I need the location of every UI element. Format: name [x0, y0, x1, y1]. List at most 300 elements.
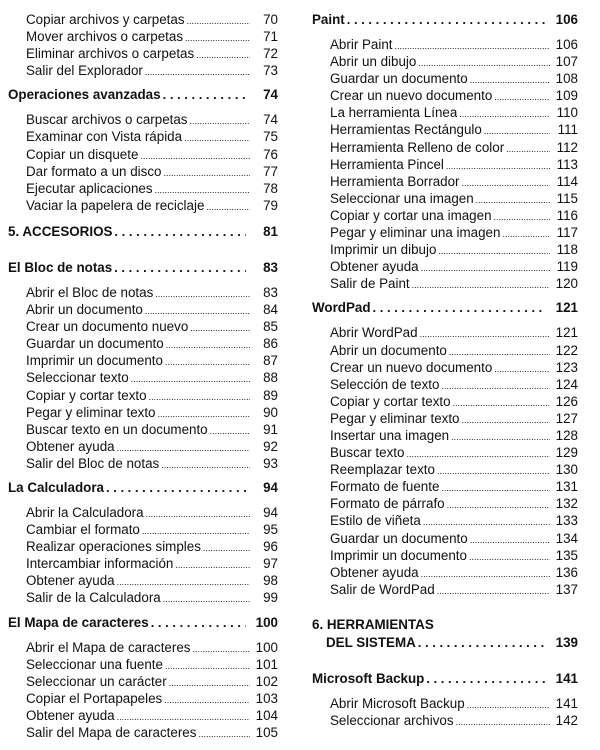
- entry-title: Buscar texto: [330, 445, 405, 461]
- toc-entry[interactable]: [312, 461, 584, 478]
- page-number: 119: [556, 259, 578, 275]
- page-number: 103: [255, 690, 278, 706]
- entry-title: Seleccionar una fuente: [26, 656, 163, 672]
- toc-entry[interactable]: [8, 455, 284, 472]
- page-number: 102: [255, 673, 278, 689]
- toc-entry[interactable]: [8, 28, 284, 45]
- entry-title: Copiar y cortar una imagen: [330, 207, 492, 223]
- entry-title: Herramientas Rectángulo: [330, 122, 482, 138]
- entry-title: Seleccionar archivos: [330, 713, 454, 728]
- toc-entry[interactable]: [312, 36, 584, 53]
- dot-leader: [412, 277, 550, 292]
- page-number: 74: [263, 87, 278, 103]
- page-number: 132: [555, 496, 578, 512]
- section-title: El Bloc de notas: [8, 259, 113, 275]
- page-number: 74: [263, 112, 278, 128]
- entry-title: Crear un nuevo documento: [330, 88, 493, 104]
- toc-entry[interactable]: [312, 53, 584, 70]
- toc-entry[interactable]: [8, 656, 284, 673]
- dot-leader: [494, 89, 550, 104]
- toc-entry[interactable]: [8, 673, 284, 690]
- page-number: 79: [263, 197, 278, 213]
- page-number: 113: [556, 156, 578, 172]
- dot-leader: [494, 209, 550, 224]
- toc-entry[interactable]: [8, 62, 284, 79]
- entry-title: Abrir el Bloc de notas: [26, 284, 154, 300]
- entry-title: Copiar y cortar texto: [330, 393, 451, 409]
- dot-leader: [192, 641, 250, 656]
- dot-leader: [161, 457, 250, 472]
- entry-title: Copiar archivos y carpetas: [26, 12, 185, 27]
- entry-title: Salir de Paint: [330, 276, 410, 292]
- page-number: 97: [263, 556, 278, 572]
- lead-items: [8, 11, 284, 79]
- dot-leader: [418, 55, 550, 70]
- entry-title: Obtener ayuda: [330, 564, 419, 580]
- dot-leader: [106, 479, 246, 497]
- toc-entry[interactable]: [312, 104, 584, 121]
- dot-leader: [437, 583, 550, 598]
- toc-entry[interactable]: [8, 387, 284, 404]
- dot-leader: [426, 670, 546, 688]
- toc-entry[interactable]: [8, 589, 284, 606]
- section-heading-operaciones-avanzadas[interactable]: [8, 86, 284, 104]
- dot-leader: [185, 30, 250, 45]
- section-title: Operaciones avanzadas: [8, 87, 161, 103]
- section-items: [8, 284, 284, 472]
- entry-title: Intercambiar información: [26, 556, 174, 572]
- toc-entry[interactable]: [312, 530, 584, 547]
- page-number: 100: [255, 614, 278, 630]
- page-number: 139: [555, 634, 578, 650]
- toc-left-column: [8, 11, 284, 741]
- entry-title: Guardar un documento: [26, 336, 164, 352]
- entry-title: Mover archivos o carpetas: [26, 29, 184, 45]
- dot-leader: [117, 574, 250, 589]
- page-number: 71: [263, 29, 278, 45]
- toc-entry[interactable]: [8, 369, 284, 386]
- page-number: 72: [263, 46, 278, 62]
- toc-entry[interactable]: [312, 581, 584, 598]
- entry-title: Guardar un documento: [330, 71, 468, 87]
- dot-leader: [165, 658, 250, 673]
- dot-leader: [421, 566, 550, 581]
- toc-entry[interactable]: [8, 421, 284, 438]
- entry-title: Seleccionar una imagen: [330, 190, 474, 206]
- entry-title: Copiar un disquete: [26, 146, 139, 162]
- toc-entry[interactable]: [312, 342, 584, 359]
- entry-title: Abrir el Mapa de caracteres: [26, 639, 191, 655]
- toc-entry[interactable]: [8, 128, 284, 145]
- toc-entry[interactable]: [8, 180, 284, 197]
- page-number: 98: [263, 573, 278, 589]
- dot-leader: [453, 395, 550, 410]
- entry-title: Obtener ayuda: [26, 573, 115, 589]
- toc-entry[interactable]: [312, 564, 584, 581]
- dot-leader: [441, 378, 550, 393]
- entry-title: Seleccionar un carácter: [26, 673, 167, 689]
- toc-entry[interactable]: [8, 504, 284, 521]
- dot-leader: [469, 549, 550, 564]
- dot-leader: [145, 303, 250, 318]
- entry-title: Ejecutar aplicaciones: [26, 180, 153, 196]
- page-number: 92: [263, 438, 278, 454]
- entry-title: Imprimir un documento: [26, 353, 163, 369]
- toc-entry[interactable]: [312, 241, 584, 258]
- page-number: 86: [263, 336, 278, 352]
- toc-entry[interactable]: [8, 438, 284, 455]
- page-number: 70: [263, 12, 278, 27]
- page-number: 78: [263, 180, 278, 196]
- page-number: 76: [263, 146, 278, 162]
- entry-title: La herramienta Línea: [330, 105, 458, 121]
- section-items: [312, 695, 584, 729]
- entry-title: Buscar archivos o carpetas: [26, 112, 188, 128]
- page-number: 141: [555, 695, 578, 711]
- dot-leader: [506, 141, 550, 156]
- page-number: 116: [556, 207, 578, 223]
- entry-title: Abrir un documento: [330, 342, 447, 358]
- dot-leader: [462, 412, 551, 427]
- page-number: 104: [255, 707, 278, 723]
- dot-leader: [494, 361, 550, 376]
- section-heading-wordpad[interactable]: [312, 299, 584, 317]
- page-number: 106: [555, 37, 578, 52]
- toc-entry[interactable]: [312, 207, 584, 224]
- page-number: 127: [555, 410, 578, 426]
- toc-entry[interactable]: [8, 724, 284, 741]
- toc-entry[interactable]: [8, 690, 284, 707]
- toc-right-column: [312, 11, 584, 729]
- page-number: 87: [263, 353, 278, 369]
- toc-entry[interactable]: [312, 547, 584, 564]
- page-number: 131: [555, 479, 578, 495]
- dot-leader: [347, 11, 546, 29]
- chapter-heading-accesorios[interactable]: [8, 223, 284, 241]
- section-heading-calculadora[interactable]: [8, 479, 284, 497]
- entry-title: Herramienta Pincel: [330, 156, 444, 172]
- page-number: 84: [263, 302, 278, 318]
- page-number: 134: [555, 530, 578, 546]
- toc-entry[interactable]: [312, 695, 584, 712]
- toc-entry[interactable]: [312, 275, 584, 292]
- dot-leader: [151, 614, 246, 632]
- chapter-title-row: [312, 634, 584, 652]
- page-number: 77: [263, 163, 278, 179]
- page-number: 121: [555, 300, 578, 316]
- entry-title: Eliminar archivos o carpetas: [26, 46, 195, 62]
- toc-entry[interactable]: [312, 512, 584, 529]
- entry-title: Pegar y eliminar una imagen: [330, 225, 501, 241]
- dot-leader: [438, 243, 550, 258]
- dot-leader: [210, 423, 250, 438]
- page-number: 142: [555, 713, 578, 728]
- section-title: WordPad: [312, 300, 371, 316]
- entry-title: Abrir Microsoft Backup: [330, 695, 465, 711]
- toc-entry[interactable]: [8, 707, 284, 724]
- page-number: 83: [263, 284, 278, 300]
- entry-title: Pegar y eliminar texto: [26, 404, 156, 420]
- toc-entry[interactable]: [8, 352, 284, 369]
- dot-leader: [155, 182, 250, 197]
- toc-entry[interactable]: [312, 173, 584, 190]
- page-number: 120: [555, 276, 578, 292]
- page-number: 117: [556, 225, 578, 241]
- toc-entry[interactable]: [312, 376, 584, 393]
- entry-title: Salir del Mapa de caracteres: [26, 725, 197, 740]
- dot-leader: [459, 106, 550, 121]
- page-number: 81: [263, 223, 278, 239]
- section-title: El Mapa de caracteres: [8, 614, 149, 630]
- toc-entry[interactable]: [8, 555, 284, 572]
- dot-leader: [184, 130, 250, 145]
- dot-leader: [165, 354, 250, 369]
- dot-leader: [198, 726, 250, 741]
- dot-leader: [462, 175, 551, 190]
- dot-leader: [117, 709, 250, 724]
- entry-title: Dar formato a un disco: [26, 163, 162, 179]
- dot-leader: [446, 158, 550, 173]
- entry-title: Copiar y cortar texto: [26, 387, 147, 403]
- entry-title: Vaciar la papelera de reciclaje: [26, 197, 205, 213]
- dot-leader: [437, 463, 550, 478]
- dot-leader: [196, 47, 250, 62]
- dot-leader: [203, 540, 250, 555]
- page-number: 114: [556, 173, 578, 189]
- dot-leader: [190, 320, 250, 335]
- entry-title: Obtener ayuda: [330, 259, 419, 275]
- section-heading-mapa-de-caracteres[interactable]: [8, 614, 284, 632]
- dot-leader: [406, 446, 550, 461]
- page-number: 122: [555, 342, 578, 358]
- entry-title: Imprimir un documento: [330, 547, 467, 563]
- entry-title: Seleccionar texto: [26, 370, 129, 386]
- page-number: 109: [555, 88, 578, 104]
- dot-leader: [456, 714, 550, 729]
- toc-entry[interactable]: [8, 639, 284, 656]
- section-items: [312, 324, 584, 598]
- dot-leader: [145, 64, 250, 79]
- page-number: 95: [263, 522, 278, 538]
- section-heading-paint[interactable]: [312, 11, 584, 29]
- entry-title: Cambiar el formato: [26, 522, 140, 538]
- entry-title: Imprimir un dibujo: [330, 242, 437, 258]
- dot-leader: [206, 199, 250, 214]
- page-number: 110: [556, 105, 578, 121]
- toc-entry[interactable]: [8, 521, 284, 538]
- toc-entry[interactable]: [312, 444, 584, 461]
- dot-leader: [447, 497, 550, 512]
- toc-entry[interactable]: [8, 301, 284, 318]
- page-number: 130: [555, 462, 578, 478]
- toc-entry[interactable]: [8, 197, 284, 214]
- section-items: [8, 639, 284, 742]
- page-number: 121: [555, 325, 578, 341]
- dot-leader: [418, 634, 546, 652]
- dot-leader: [140, 148, 250, 163]
- toc-entry[interactable]: [312, 87, 584, 104]
- toc-entry[interactable]: [312, 224, 584, 241]
- toc-entry[interactable]: [312, 393, 584, 410]
- dot-leader: [187, 13, 250, 28]
- dot-leader: [163, 86, 246, 104]
- dot-leader: [421, 260, 550, 275]
- toc-entry[interactable]: [8, 538, 284, 555]
- page-number: 99: [263, 590, 278, 606]
- dot-leader: [169, 675, 250, 690]
- dot-leader: [502, 226, 550, 241]
- dot-leader: [175, 557, 250, 572]
- dot-leader: [155, 286, 250, 301]
- section-heading-bloc-de-notas[interactable]: [8, 259, 284, 277]
- dot-leader: [142, 523, 250, 538]
- entry-title: Buscar texto en un documento: [26, 421, 208, 437]
- section-items: [312, 36, 584, 292]
- entry-title: Crear un documento nuevo: [26, 319, 189, 335]
- dot-leader: [467, 697, 550, 712]
- page-number: 93: [263, 455, 278, 471]
- dot-leader: [163, 591, 250, 606]
- dot-leader: [131, 371, 250, 386]
- entry-title: Pegar y eliminar texto: [330, 410, 460, 426]
- chapter-title-line1: 6. HERRAMIENTAS: [312, 616, 434, 632]
- entry-title: Abrir un dibujo: [330, 54, 417, 70]
- entry-title: Salir de la Calculadora: [26, 590, 161, 606]
- page-number: 106: [555, 12, 578, 27]
- page-number: 126: [555, 393, 578, 409]
- page-number: 136: [555, 564, 578, 580]
- page-number: 94: [263, 504, 278, 520]
- dot-leader: [149, 389, 250, 404]
- page-number: 75: [263, 129, 278, 145]
- dot-leader: [373, 299, 546, 317]
- entry-title: Examinar con Vista rápida: [26, 129, 183, 145]
- entry-title: Formato de fuente: [330, 479, 440, 495]
- toc-entry[interactable]: [8, 335, 284, 352]
- page-number: 107: [555, 54, 578, 70]
- dot-leader: [451, 429, 550, 444]
- toc-entry[interactable]: [312, 359, 584, 376]
- page-number: 73: [263, 63, 278, 79]
- dot-leader: [476, 192, 550, 207]
- entry-title: Abrir un documento: [26, 302, 143, 318]
- chapter-title: 5. ACCESORIOS: [8, 223, 113, 239]
- dot-leader: [484, 123, 550, 138]
- toc-entry[interactable]: [312, 139, 584, 156]
- page-number: 124: [555, 376, 578, 392]
- dot-leader: [470, 532, 550, 547]
- toc-entry[interactable]: [8, 284, 284, 301]
- entry-title: Salir del Bloc de notas: [26, 455, 160, 471]
- entry-title: Salir del Explorador: [26, 63, 143, 79]
- entry-title: Abrir la Calculadora: [26, 504, 144, 520]
- toc-entry[interactable]: [312, 324, 584, 341]
- toc-entry[interactable]: [312, 427, 584, 444]
- entry-title: Formato de párrafo: [330, 496, 445, 512]
- entry-title: Copiar el Portapapeles: [26, 690, 163, 706]
- entry-title: Obtener ayuda: [26, 438, 115, 454]
- section-title: La Calculadora: [8, 479, 104, 495]
- toc-entry[interactable]: [312, 121, 584, 138]
- page-number: 83: [263, 259, 278, 275]
- page-number: 89: [263, 387, 278, 403]
- page-number: 94: [263, 479, 278, 495]
- page-number: 90: [263, 404, 278, 420]
- page-number: 135: [555, 547, 578, 563]
- section-title: Paint: [312, 12, 345, 27]
- entry-title: Selección de texto: [330, 376, 440, 392]
- entry-title: Crear un nuevo documento: [330, 359, 493, 375]
- section-title: Microsoft Backup: [312, 670, 425, 686]
- chapter-title-line2: DEL SISTEMA: [326, 634, 416, 650]
- toc-entry[interactable]: [312, 156, 584, 173]
- page-number: 141: [555, 670, 578, 686]
- toc-entry[interactable]: [312, 190, 584, 207]
- dot-leader: [146, 506, 250, 521]
- dot-leader: [114, 259, 246, 277]
- page-number: 101: [255, 656, 278, 672]
- dot-leader: [190, 113, 250, 128]
- toc-entry[interactable]: [312, 495, 584, 512]
- page-number: 128: [555, 427, 578, 443]
- entry-title: Insertar una imagen: [330, 427, 450, 443]
- page-number: 108: [555, 71, 578, 87]
- entry-title: Herramienta Borrador: [330, 173, 460, 189]
- page-number: 118: [556, 242, 578, 258]
- dot-leader: [441, 480, 550, 495]
- toc-entry[interactable]: [312, 478, 584, 495]
- toc-entry[interactable]: [8, 163, 284, 180]
- toc-entry[interactable]: [8, 404, 284, 421]
- toc-entry[interactable]: [8, 572, 284, 589]
- page-number: 133: [555, 513, 578, 529]
- entry-title: Reemplazar texto: [330, 462, 435, 478]
- section-heading-microsoft-backup[interactable]: [312, 670, 584, 688]
- page-number: 115: [556, 190, 578, 206]
- dot-leader: [395, 38, 550, 53]
- page-number: 129: [555, 445, 578, 461]
- entry-title: Guardar un documento: [330, 530, 468, 546]
- entry-title: Realizar operaciones simples: [26, 539, 201, 555]
- toc-entry[interactable]: [8, 318, 284, 335]
- toc-entry[interactable]: [8, 11, 284, 28]
- chapter-heading-herramientas-del-sistema[interactable]: [312, 616, 584, 652]
- page-number: 100: [255, 639, 278, 655]
- toc-entry[interactable]: [312, 70, 584, 87]
- section-items: [8, 111, 284, 214]
- entry-title: Salir de WordPad: [330, 581, 435, 597]
- dot-leader: [166, 337, 250, 352]
- page-number: 85: [263, 319, 278, 335]
- toc-entry[interactable]: [8, 146, 284, 163]
- toc-entry[interactable]: [8, 111, 284, 128]
- entry-title: Herramienta Relleno de color: [330, 139, 505, 155]
- dot-leader: [158, 406, 251, 421]
- page-number: 105: [255, 725, 278, 740]
- entry-title: Abrir Paint: [330, 37, 393, 52]
- toc-entry[interactable]: [312, 258, 584, 275]
- toc-entry[interactable]: [8, 45, 284, 62]
- dot-leader: [420, 326, 550, 341]
- dot-leader: [163, 165, 250, 180]
- page-number: 112: [556, 139, 578, 155]
- toc-entry[interactable]: [312, 712, 584, 729]
- page-number: 88: [263, 370, 278, 386]
- dot-leader: [114, 223, 246, 241]
- toc-entry[interactable]: [312, 410, 584, 427]
- dot-leader: [117, 440, 250, 455]
- dot-leader: [164, 692, 250, 707]
